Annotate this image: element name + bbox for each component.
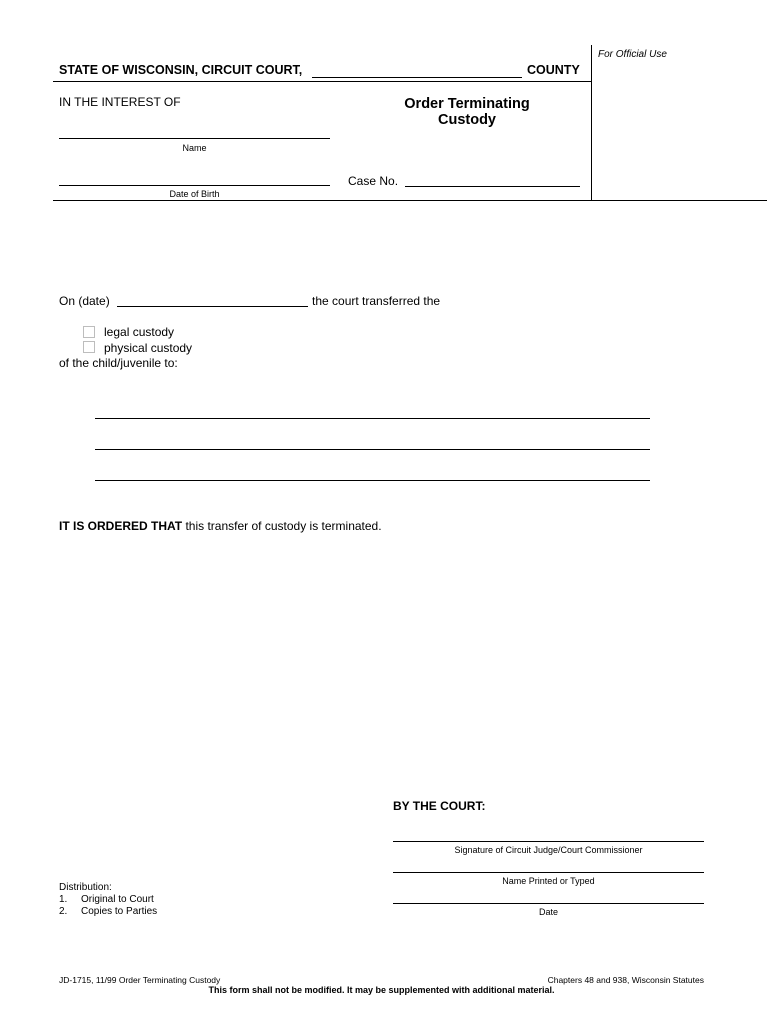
ordered-statement	[59, 519, 382, 533]
distribution-item-2-num: 2.	[59, 906, 68, 917]
on-date-line[interactable]	[117, 306, 308, 307]
distribution-item-2-text: Copies to Parties	[81, 906, 158, 917]
printed-name-line[interactable]	[393, 872, 704, 873]
date-caption: Date	[538, 907, 558, 917]
signature-line[interactable]	[393, 841, 704, 842]
ordered-bold: IT IS ORDERED THAT	[59, 519, 183, 533]
dob-caption: Date of Birth	[169, 189, 220, 199]
caption-bottom-divider	[53, 200, 767, 201]
footer-form-id: JD-1715, 11/99 Order Terminating Custody	[59, 975, 221, 985]
distribution-item-1	[59, 894, 154, 905]
interest-label: IN THE INTEREST OF	[59, 95, 181, 109]
date-line[interactable]	[393, 903, 704, 904]
physical-custody-label: physical custody	[104, 341, 193, 355]
distribution-item-2	[59, 906, 157, 917]
printed-name-caption: Name Printed or Typed	[502, 876, 595, 886]
ordered-rest: this transfer of custody is terminated.	[185, 519, 382, 533]
transfer-to-line-2[interactable]	[95, 449, 650, 450]
county-label: COUNTY	[527, 63, 580, 77]
county-blank-line[interactable]	[312, 77, 522, 78]
form-title-line2: Custody	[438, 112, 496, 128]
name-caption: Name	[182, 143, 207, 153]
legal-custody-checkbox[interactable]	[83, 326, 95, 338]
child-text: of the child/juvenile to:	[59, 356, 178, 370]
distribution-item-1-text: Original to Court	[81, 894, 154, 905]
case-no-line[interactable]	[405, 186, 580, 187]
form-title	[367, 96, 567, 128]
official-use-label: For Official Use	[598, 49, 667, 60]
transferred-text: the court transferred the	[312, 294, 441, 308]
distribution-title: Distribution:	[59, 882, 112, 893]
footer-notice: This form shall not be modified. It may be supplemented with additional material.	[208, 985, 555, 995]
transfer-to-line-1[interactable]	[95, 418, 650, 419]
footer-statutes: Chapters 48 and 938, Wisconsin Statutes	[547, 975, 704, 985]
official-use-divider	[591, 45, 592, 200]
distribution-item-1-num: 1.	[59, 894, 68, 905]
by-the-court-label: BY THE COURT:	[393, 799, 486, 813]
physical-custody-checkbox[interactable]	[83, 341, 95, 353]
transfer-to-line-3[interactable]	[95, 480, 650, 481]
header-divider	[53, 81, 591, 82]
on-date-label: On (date)	[59, 294, 110, 308]
legal-custody-label: legal custody	[104, 325, 175, 339]
name-line[interactable]	[59, 138, 330, 139]
form-title-line1: Order Terminating	[404, 96, 530, 112]
dob-line[interactable]	[59, 185, 330, 186]
court-name-label: STATE OF WISCONSIN, CIRCUIT COURT,	[59, 63, 303, 77]
case-no-label: Case No.	[348, 174, 399, 188]
signature-caption: Signature of Circuit Judge/Court Commissioner	[454, 845, 643, 855]
